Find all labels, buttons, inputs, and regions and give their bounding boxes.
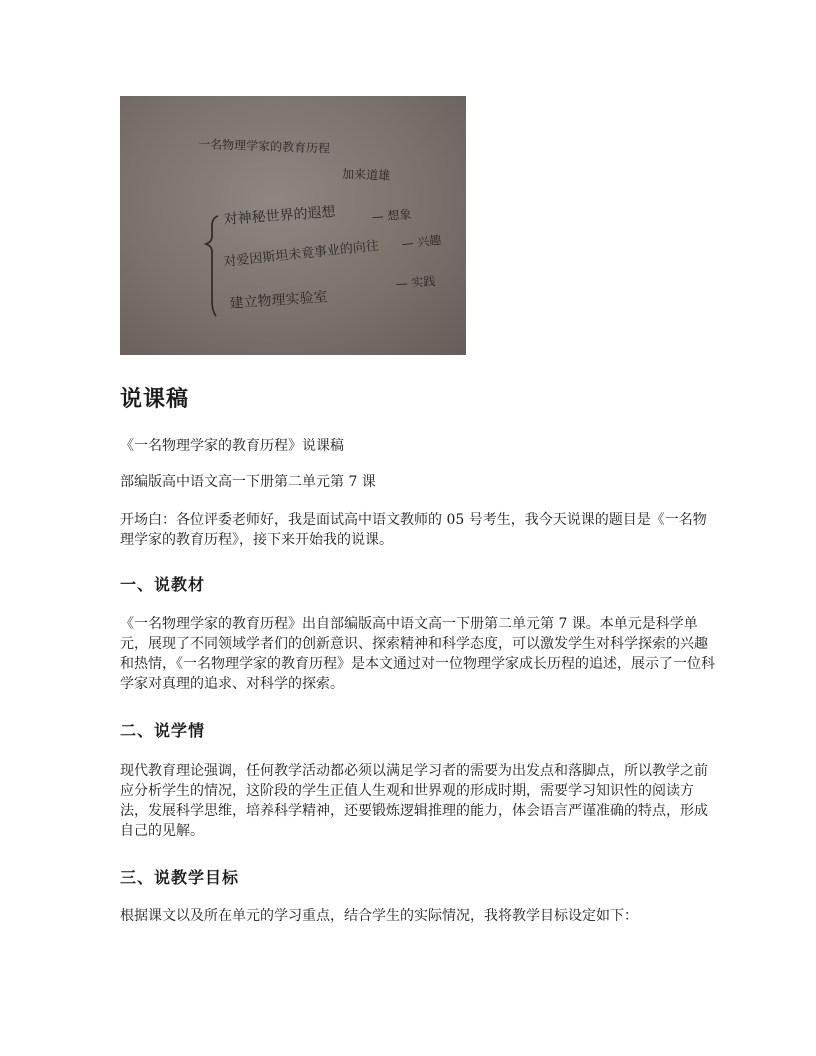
section-body-students: 现代教育理论强调，任何教学活动都必须以满足学习者的需要为出发点和落脚点，所以教学之前应分析学生的情况，这阶段的学生正值人生观和世界观的形成时期，需要学习知识性的阅读方法，发展科学思维，培养科学精神，还要锻炼逻辑推理的能力，体会语言严谨准确的特点，形成自己的见解。 [120,763,708,839]
photo-tag-2: — 兴趣 [400,232,442,251]
photo-point-2: 对爱因斯坦未竟事业的向往 [222,238,380,270]
document-heading: 说课稿 [120,387,190,412]
photo-point-1: 对神秘世界的遐想 [223,204,337,228]
section-heading-students: 二、说学情 [120,721,206,740]
brace-mark [206,216,218,316]
section-body-textbook: 《一名物理学家的教育历程》出自部编版高中语文高一下册第二单元第 7 课。本单元是科学单元，展现了不同领域学者们的创新意识、探索精神和科学态度，可以激发学生对科学探索的兴趣和热情，《一名物理学家的教育历程》是本文通过对一位物理学家成长历程的追述，展示了一位科学家对真理的追求、对科学的探索。 [120,616,715,692]
section-body-goals: 根据课文以及所在单元的学习重点，结合学生的实际情况，我将教学目标设定如下： [120,908,638,924]
handwritten-notes-photo [120,96,466,355]
photo-author: 加来道雄 [341,167,391,183]
photo-tag-1: — 想象 [371,207,412,224]
subtitle-line: 《一名物理学家的教育历程》说课稿 [120,438,344,454]
photo-point-3: 建立物理实验室 [229,289,329,312]
section-heading-goals: 三、说教学目标 [120,868,240,887]
photo-tag-3: — 实践 [395,274,436,291]
lesson-info-line: 部编版高中语文高一下册第二单元第 7 课 [120,474,376,490]
photo-title: 一名物理学家的教育历程 [197,137,331,156]
section-heading-textbook: 一、说教材 [120,575,206,594]
opening-paragraph: 开场白：各位评委老师好，我是面试高中语文教师的 05 号考生，我今天说课的题目是《一名物理学家的教育历程》，接下来开始我的说课。 [120,512,707,548]
handwritten-notes-image [120,96,466,355]
document-page [120,96,720,924]
